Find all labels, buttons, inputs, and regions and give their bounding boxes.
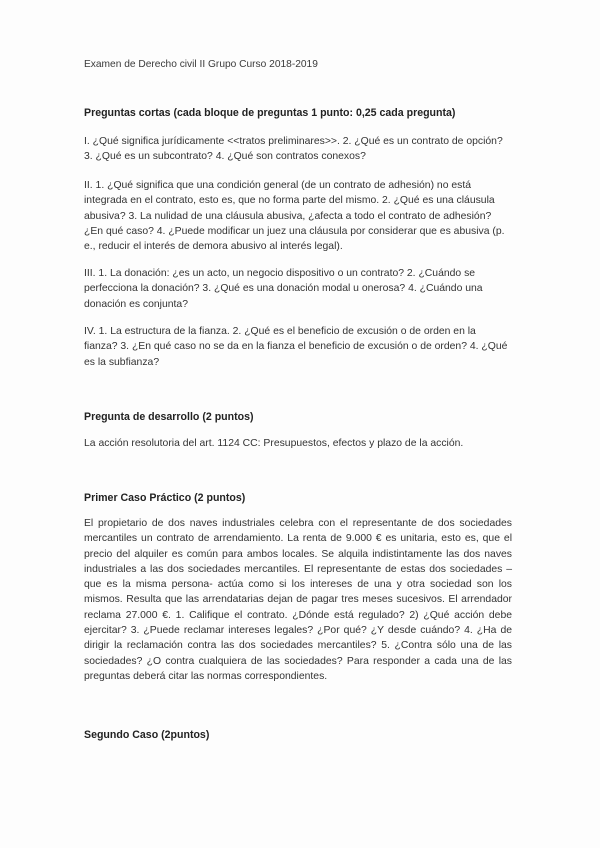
second-case-heading: Segundo Caso (2puntos)	[84, 729, 210, 741]
first-case-heading: Primer Caso Práctico (2 puntos)	[84, 492, 246, 504]
exam-title: Examen de Derecho civil II Grupo Curso 2018-2019	[84, 59, 318, 70]
short-questions-block-3: III. 1. La donación: ¿es un acto, un negocio dispositivo o un contrato? 2. ¿Cuándo se perfecciona la donación? 3. ¿Qué es una donación modal u onerosa? 4. ¿Cuándo una donación es conjunta?	[84, 268, 483, 310]
development-question-heading: Pregunta de desarrollo (2 puntos)	[84, 411, 254, 423]
short-questions-block-4: IV. 1. La estructura de la fianza. 2. ¿Qué es el beneficio de excusión o de orden en la fianza? 3. ¿En qué caso no se da en la fianza el beneficio de excusión o de orden? 4. ¿Qué es la subfianza?	[84, 326, 508, 368]
short-questions-block-2: II. 1. ¿Qué significa que una condición general (de un contrato de adhesión) no está integrada en el contrato, esto es, que no forma parte del mismo. 2. ¿Qué es una cláusula abusiva? 3. La nulidad de una cláusula abusiva, ¿afecta a todo el contrato de adhesión? ¿En qué caso? 4. ¿Puede modificar un juez una cláusula por considerar que es abusiva (p. e., reducir el interés de demora abusivo al interés legal).	[84, 180, 505, 253]
short-questions-heading: Preguntas cortas (cada bloque de preguntas 1 punto: 0,25 cada pregunta)	[84, 107, 456, 119]
development-question-text: La acción resolutoria del art. 1124 CC: Presupuestos, efectos y plazo de la acción.	[84, 438, 464, 449]
first-case-text: El propietario de dos naves industriales celebra con el representante de dos sociedades mercantiles un contrato de arrendamiento. La renta de 9.000 € es unitaria, esto es, que el precio del alquiler es común para ambos locales. Se alquila indistintamente las dos naves industriales a las dos sociedades mercantiles. El representante de estas dos sociedades –que es la misma persona- actúa como si los intereses de una y otra sociedad son los mismos. Resulta que las arrendatarias dejan de pagar tres meses sucesivos. El arrendador reclama 27.000 €. 1. Califique el contrato. ¿Dónde está regulado? 2) ¿Qué acción debe ejercitar? 3. ¿Puede reclamar intereses legales? ¿Por qué? ¿Y desde cuándo? 4. ¿Ha de dirigir la reclamación contra las dos sociedades mercantiles? 5. ¿Contra sólo una de las sociedades? ¿O contra cualquiera de las sociedades? Para responder a cada una de las preguntas deberá citar las normas correspondientes.	[84, 518, 512, 682]
short-questions-block-1: I. ¿Qué significa jurídicamente <<tratos preliminares>>. 2. ¿Qué es un contrato de opción? 3. ¿Qué es un subcontrato? 4. ¿Qué son contratos conexos?	[84, 136, 503, 163]
